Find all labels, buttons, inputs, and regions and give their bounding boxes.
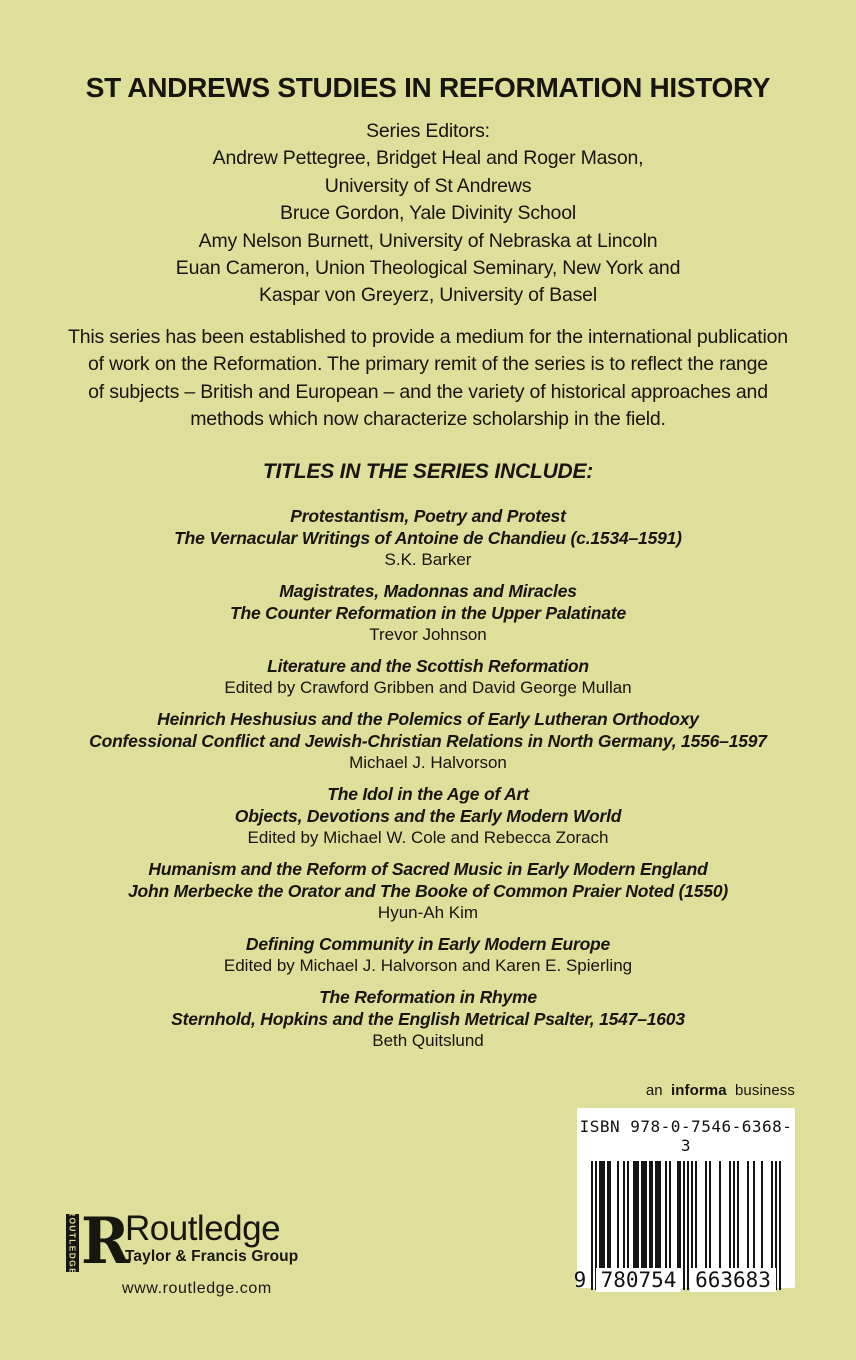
barcode-digits — [573, 1268, 781, 1292]
book-byline: Michael J. Halvorson — [349, 753, 507, 773]
titles-heading: TITLES IN THE SERIES INCLUDE: — [262, 460, 594, 484]
routledge-vertical-text: ROUTLEDGE — [67, 1210, 78, 1276]
book-byline: Beth Quitslund — [372, 1031, 484, 1051]
publisher-block — [66, 1204, 299, 1298]
isbn-label: ISBN 978-0-7546-6368-3 — [579, 1117, 793, 1155]
barcode-digit-first: 9 — [573, 1268, 587, 1292]
editor-line: Andrew Pettegree, Bridget Heal and Roger Mason, — [212, 147, 644, 170]
series-entry — [0, 655, 856, 699]
book-title-line: The Reformation in Rhyme — [319, 987, 537, 1008]
book-title-line: Magistrates, Madonnas and Miracles — [279, 581, 577, 602]
book-title-line: Literature and the Scottish Reformation — [267, 656, 589, 677]
series-entry — [0, 986, 856, 1052]
editor-line: Kaspar von Greyerz, University of Basel — [259, 284, 597, 307]
book-title-line: John Merbecke the Orator and The Booke of Common Praier Noted (1550) — [128, 881, 728, 902]
series-title: ST ANDREWS STUDIES IN REFORMATION HISTORY — [85, 72, 771, 103]
editors-lines — [0, 145, 856, 309]
series-blurb — [0, 324, 856, 434]
publisher-names — [125, 1210, 298, 1266]
blurb-line: methods which now characterize scholarship in the field. — [190, 408, 666, 431]
informa-prefix: an — [645, 1082, 663, 1099]
informa-brand: informa — [670, 1082, 727, 1099]
publisher-website: www.routledge.com — [122, 1280, 272, 1297]
book-title-line: Confessional Conflict and Jewish-Christian Relations in North Germany, 1556–1597 — [89, 731, 767, 752]
publisher-group: Taylor & Francis Group — [125, 1248, 299, 1265]
publisher-name: Routledge — [125, 1209, 281, 1248]
book-title-line: The Vernacular Writings of Antoine de Chandieu (c.1534–1591) — [174, 528, 682, 549]
informa-suffix: business — [734, 1082, 795, 1099]
routledge-vertical-bar — [66, 1210, 79, 1276]
blurb-line: of work on the Reformation. The primary remit of the series is to reflect the range — [88, 353, 768, 376]
series-entry — [0, 933, 856, 977]
book-title-line: Sternhold, Hopkins and the English Metrical Psalter, 1547–1603 — [171, 1009, 685, 1030]
editor-line: Amy Nelson Burnett, University of Nebraska at Lincoln — [198, 229, 658, 252]
blurb-line: of subjects – British and European – and the variety of historical approaches and — [88, 380, 768, 403]
barcode-panel — [573, 1108, 795, 1292]
series-editors-label: Series Editors: — [366, 120, 490, 142]
book-byline: Trevor Johnson — [369, 625, 487, 645]
series-entry — [0, 580, 856, 646]
book-byline: Edited by Crawford Gribben and David George Mullan — [224, 678, 632, 698]
book-title-line: The Counter Reformation in the Upper Palatinate — [229, 603, 627, 624]
book-title-line: Defining Community in Early Modern Europe — [245, 934, 611, 955]
book-byline: Hyun-Ah Kim — [377, 903, 479, 923]
book-title-line: Protestantism, Poetry and Protest — [290, 506, 566, 527]
book-title-line: Humanism and the Reform of Sacred Music in Early Modern England — [148, 859, 708, 880]
barcode-bars — [573, 1161, 781, 1292]
series-entry — [0, 783, 856, 849]
book-title-line: Objects, Devotions and the Early Modern World — [234, 806, 622, 827]
editors-block — [0, 118, 856, 310]
book-title-line: Heinrich Heshusius and the Polemics of Early Lutheran Orthodoxy — [157, 709, 699, 730]
editor-line: Bruce Gordon, Yale Divinity School — [280, 202, 576, 225]
routledge-r-icon: R — [81, 1204, 130, 1279]
routledge-logo — [66, 1204, 299, 1279]
editor-line: University of St Andrews — [324, 174, 532, 197]
series-entry — [0, 858, 856, 924]
barcode-digit-group-left: 780754 — [596, 1268, 681, 1292]
blurb-line: This series has been established to provide a medium for the international publication — [68, 325, 788, 348]
series-entry — [0, 505, 856, 571]
editor-line: Euan Cameron, Union Theological Seminary, New York and — [175, 257, 681, 280]
book-byline: S.K. Barker — [384, 550, 472, 570]
book-title-line: The Idol in the Age of Art — [327, 784, 529, 805]
series-entry — [0, 708, 856, 774]
informa-tagline — [646, 1082, 795, 1099]
book-byline: Edited by Michael W. Cole and Rebecca Zorach — [247, 828, 609, 848]
book-byline: Edited by Michael J. Halvorson and Karen E. Spierling — [223, 956, 633, 976]
titles-list — [0, 505, 856, 1052]
barcode-digit-group-right: 663683 — [690, 1268, 776, 1292]
